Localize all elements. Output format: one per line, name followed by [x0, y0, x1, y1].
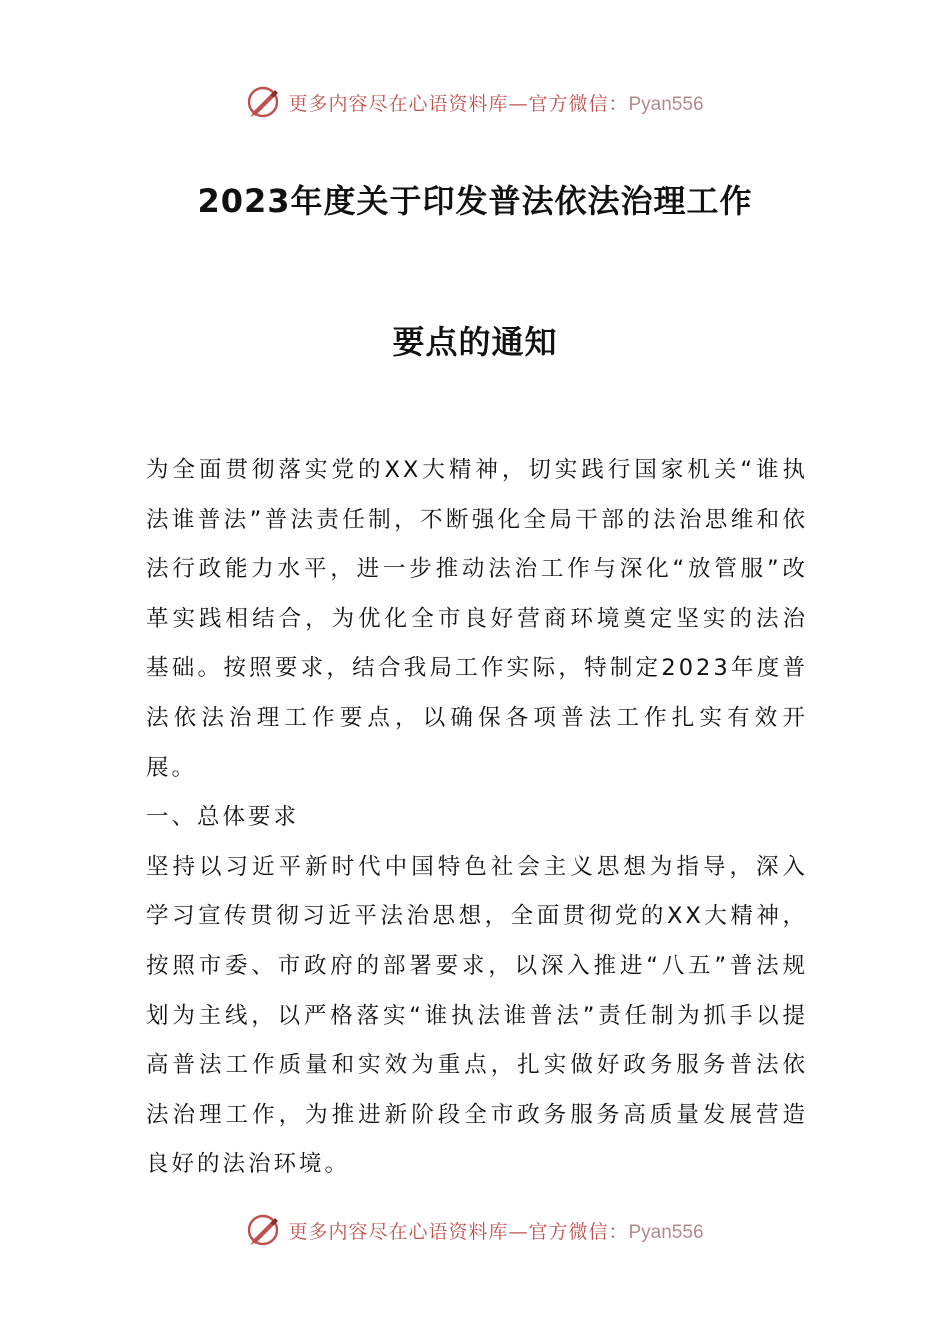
document-title-line-2: 要点的通知: [392, 323, 558, 361]
document-title-line-1: 2023年度关于印发普法依法治理工作: [197, 182, 753, 220]
section-heading: 一、总体要求: [146, 804, 300, 831]
watermark-text: [288, 89, 703, 116]
pen-logo-icon: [246, 1213, 280, 1247]
watermark-text: [288, 1217, 703, 1244]
intro-paragraph: 为全面贯彻落实党的XX大精神，切实践行国家机关“谁执法谁普法”普法责任制，不断强化全局干部的法治思维和依法行政能力水平，进一步推动法治工作与深化“放管服”改革实践相结合，为优化全市良好营商环境奠定坚实的法治基础。按照要求，结合我局工作实际，特制定2023年度普法依法治理工作要点，以确保各项普法工作扎实有效开展。: [146, 457, 808, 781]
watermark-label: 更多内容尽在心语资料库—官方微信：: [288, 92, 629, 115]
document-body: [146, 446, 808, 1190]
watermark-handle: Pyan556: [628, 93, 704, 115]
body-paragraph: 坚持以习近平新时代中国特色社会主义思想为指导，深入学习宣传贯彻习近平法治思想，全面贯彻党的XX大精神，按照市委、市政府的部署要求，以深入推进“八五”普法规划为主线，以严格落实“谁执法谁普法”责任制为抓手以提高普法工作质量和实效为重点，扎实做好政务服务普法依法治理工作，为推进新阶段全市政务服务高质量发展营造良好的法治环境。: [146, 853, 808, 1178]
watermark-handle: Pyan556: [628, 1221, 704, 1243]
watermark-label: 更多内容尽在心语资料库—官方微信：: [288, 1220, 629, 1243]
footer-watermark: [0, 1210, 950, 1250]
pen-logo-icon: [246, 85, 280, 119]
header-watermark: [0, 82, 950, 122]
